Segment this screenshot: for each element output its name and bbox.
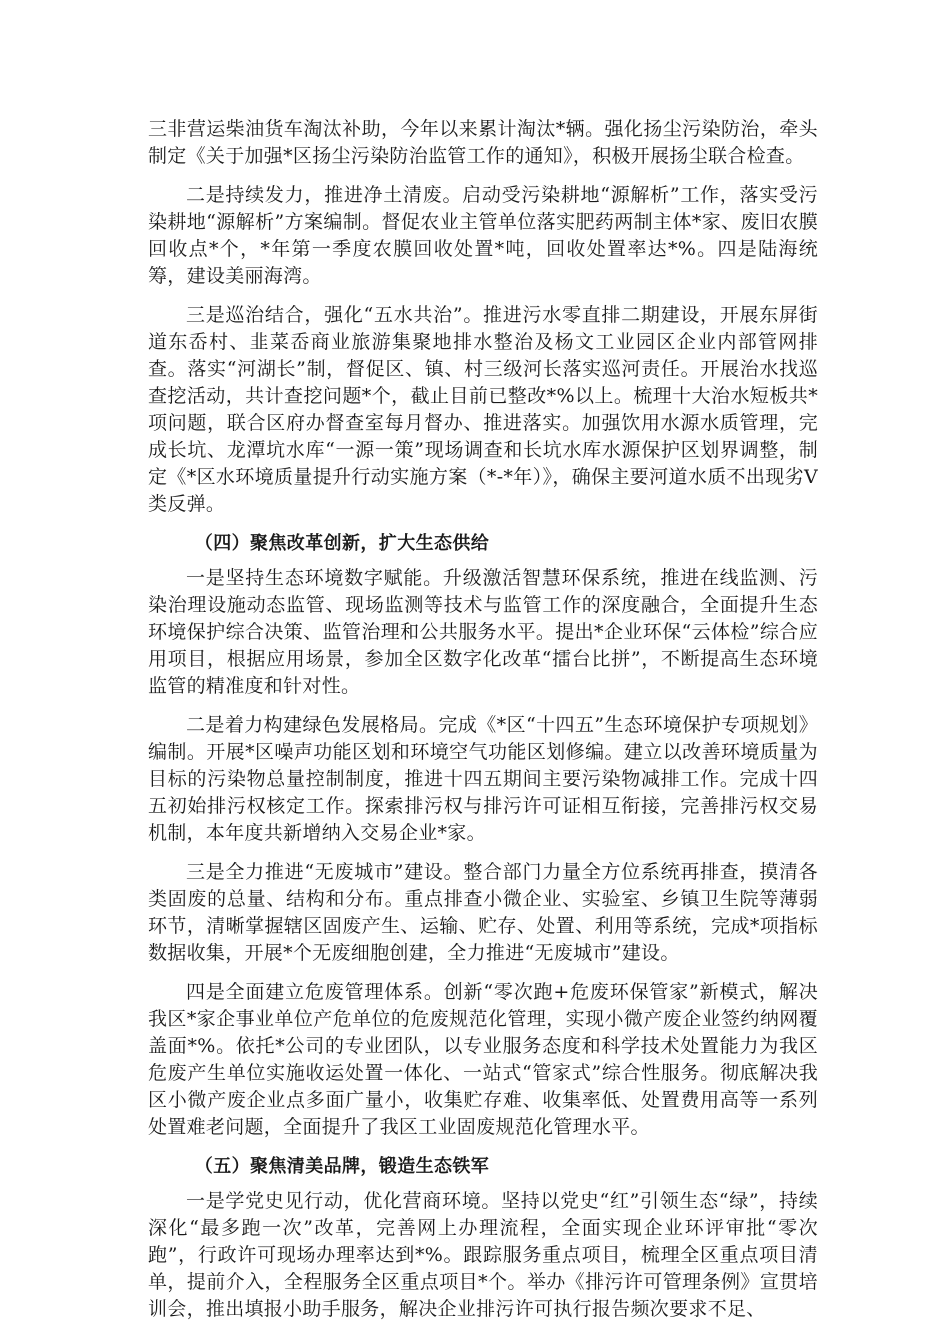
paragraph-6: 二是着力构建绿色发展格局。完成《*区“十四五”生态环境保护专项规划》编制。开展*区噪声功能区划和环境空气功能区划修编。建立以改善环境质量为目标的污染物总量控制制度，推进十四五期间主要污染物减排工作。完成十四五初始排污权核定工作。探索排污权与排污许可证相互衔接，完善排污权交易机制，本年度共新增纳入交易企业*家。 (148, 714, 818, 844)
paragraph-10: 一是学党史见行动，优化营商环境。坚持以党史“红”引领生态“绿”，持续深化“最多跑一次”改革，完善网上办理流程，全面实现企业环评审批“零次跑”，行政许可现场办理率达到*%。跟踪服务重点项目，梳理全区重点项目清单，提前介入，全程服务全区重点项目*个。举办《排污许可管理条例》宣贯培训会，推出填报小助手服务，解决企业排污许可执行报告频次要求不足、 (148, 1190, 818, 1320)
paragraph-1: 三非营运柴油货车淘汰补助，今年以来累计淘汰*辆。强化扬尘污染防治，牵头制定《关于加强*区扬尘污染防治监管工作的通知》，积极开展扬尘联合检查。 (148, 118, 818, 167)
paragraph-5: 一是坚持生态环境数字赋能。升级激活智慧环保系统，推进在线监测、污染治理设施动态监管、现场监测等技术与监管工作的深度融合，全面提升生态环境保护综合决策、监管治理和公共服务水平。提出*企业环保“云体检”综合应用项目，根据应用场景，参加全区数字化改革“擂台比拼”，不断提高生态环境监管的精准度和针对性。 (148, 567, 818, 697)
paragraph-2: 二是持续发力，推进净土清废。启动受污染耕地“源解析”工作，落实受污染耕地“源解析”方案编制。督促农业主管单位落实肥药两制主体*家、废旧农膜回收点*个，*年第一季度农膜回收处置*吨，回收处置率达*%。四是陆海统筹，建设美丽海湾。 (148, 184, 818, 287)
paragraph-3: 三是巡治结合，强化“五水共治”。推进污水零直排二期建设，开展东屏街道东岙村、韭菜岙商业旅游集聚地排水整治及杨文工业园区企业内部管网排查。落实“河湖长”制，督促区、镇、村三级河长落实巡河责任。开展治水找巡查挖活动，共计查挖问题*个，截止目前已整改*%以上。梳理十大治水短板共*项问题，联合区府办督查室每月督办、推进落实。加强饮用水源水质管理，完成长坑、龙潭坑水库“一源一策”现场调查和长坑水库水源保护区划界调整，制定《*区水环境质量提升行动实施方案（*-*年）》，确保主要河道水质不出现劣Ⅴ类反弹。 (148, 304, 818, 515)
paragraph-8: 四是全面建立危废管理体系。创新“零次跑+危废环保管家”新模式，解决我区*家企事业单位产危单位的危废规范化管理，实现小微产废企业签约纳网覆盖面*%。依托*公司的专业团队，以专业服务态度和科学技术处置能力为我区危废产生单位实施收运处置一体化、一站式“管家式”综合性服务。彻底解决我区小微产废企业点多面广量小，收集贮存难、收集率低、处置费用高等一系列处置难老问题，全面提升了我区工业固废规范化管理水平。 (148, 981, 818, 1138)
document-page (148, 116, 818, 1335)
section-heading-4: （四）聚焦改革创新，扩大生态供给 (194, 533, 490, 554)
section-heading-5: （五）聚焦清美品牌，锻造生态铁军 (194, 1156, 490, 1177)
paragraph-7: 三是全力推进“无废城市”建设。整合部门力量全方位系统再排查，摸清各类固废的总量、结构和分布。重点排查小微企业、实验室、乡镇卫生院等薄弱环节，清晰掌握辖区固废产生、运输、贮存、处置、利用等系统，完成*项指标数据收集，开展*个无废细胞创建，全力推进“无废城市”建设。 (148, 861, 818, 964)
